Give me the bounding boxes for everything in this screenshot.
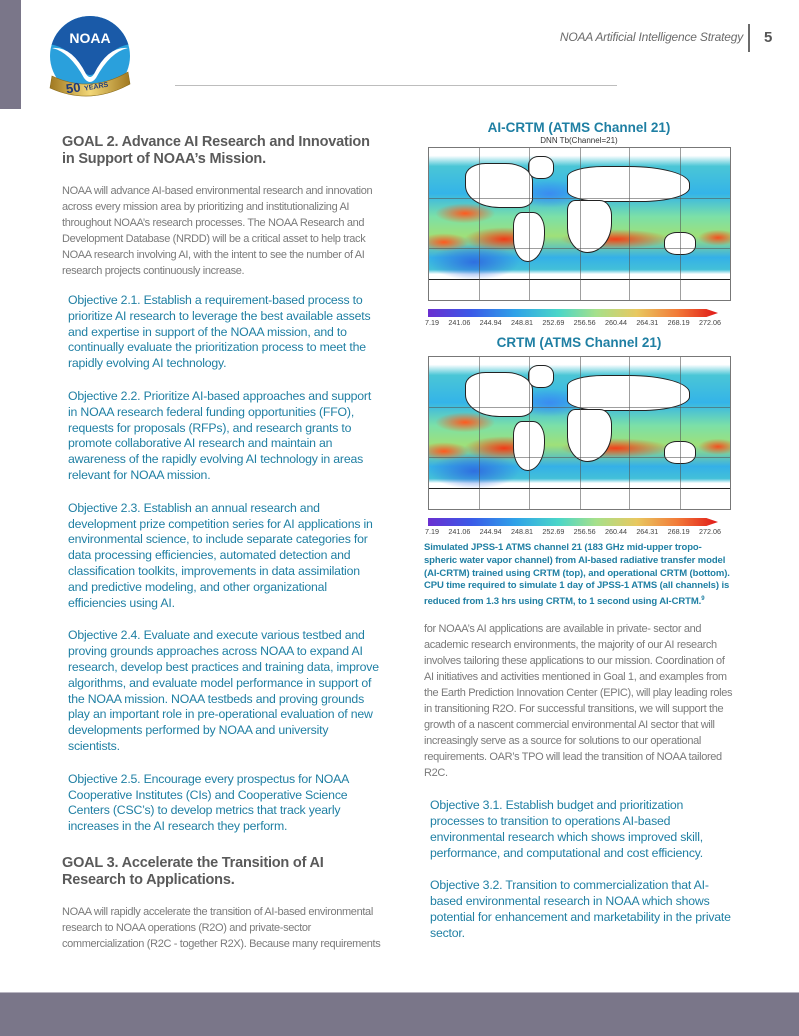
world-map-crtm — [428, 356, 731, 510]
footer-band — [0, 992, 799, 1036]
figure-top-subtitle: DNN Tb(Channel=21) — [540, 136, 618, 145]
side-accent-strip — [0, 0, 21, 109]
right-column — [424, 120, 734, 942]
running-title: NOAA Artificial Intelligence Strategy — [559, 30, 743, 44]
figure-caption: Simulated JPSS-1 ATMS channel 21 (183 GHz mid-upper tropo-spheric water vapor channel) from AI-based radiative transfer model (AI-CRTM) trained using CRTM (top), and operational CRTM (bottom). CPU time required to simulate 1 day of JPSS-1 ATMS (all channels) is reduced from 1.3 hrs using CRTM, to 1 second using AI-CRTM.$^9$ — [424, 542, 730, 608]
objective-2-4: Objective 2.4. Evaluate and execute various testbed and proving grounds approaches across NOAA to expand AI research, develop best practices and training data, improve algorithms, and evaluate model performance in support of the NOAA mission. NOAA testbeds and proving grounds play an important role in pre-operational evaluation of new developments performed by NOAA and university scientists. — [68, 628, 379, 753]
goal-3-body-continued: for NOAA’s AI applications are available in private- sector and academic research environments, the majority of our AI research involves tailoring these applications to our mission. Coordination of AI initiatives and activities mentioned in Goal 1, and examples from the Earth Prediction Innovation Center (EPIC), will play leading roles in transitioning R2O. For successful transitions, we will support the growth of a nascent commercial environmental AI sector that will increasingly serve as a source for solutions to our operational requirements. OAR’s TPO will lead the transition of NOAA tailored R2C. — [424, 623, 733, 780]
noaa-logo-icon — [46, 14, 134, 102]
header-divider — [175, 85, 617, 86]
colorbar-top-ticks: 7.19 241.06 244.94 248.81 252.69 256.56 260.44 264.31 268.19 272.06 — [425, 318, 721, 327]
figure-crtm — [424, 335, 734, 536]
objective-3-2: Objective 3.2. Transition to commercialization that AI-based environmental research in NOAA which shows potential for enhancement and marketability in the private sector. — [430, 878, 731, 940]
goal-3-body: NOAA will rapidly accelerate the transition of AI-based environmental research to NOAA operations (R2O) and private-sector commercialization (R2C - together R2X). Because many requirements — [62, 905, 381, 950]
figure-ai-crtm — [424, 120, 734, 327]
page-number: 5 — [764, 29, 773, 46]
colorbar-top — [428, 309, 718, 317]
objective-3-1: Objective 3.1. Establish budget and prioritization processes to transition to operations AI-based environmental research which shows improved skill, performance, and computational and cost efficiency. — [430, 798, 704, 860]
goal-2-heading: GOAL 2. Advance AI Research and Innovation in Support of NOAA’s Mission. — [62, 134, 370, 167]
figure-bottom-title: CRTM (ATMS Channel 21) — [496, 335, 662, 350]
svg-text:NOAA: NOAA — [69, 30, 111, 46]
objective-2-1: Objective 2.1. Establish a requirement-based process to prioritize AI research to leverage the best available assets and expertise in support of the NOAA mission, and to continually evaluate the prioritization process to meet the rapidly evolving AI technology. — [68, 293, 371, 371]
figure-top-title: AI-CRTM (ATMS Channel 21) — [487, 120, 671, 135]
world-map-ai-crtm — [428, 147, 731, 301]
goal-2-body: NOAA will advance AI-based environmental research and innovation across every mission area by prioritizing and institutionalizing AI throughout NOAA’s research processes. The NOAA Research and Development Database (NRDD) will be a critical asset to help track NOAA research involving AI, with the intent to see the number of AI research projects continuously increase. — [62, 185, 373, 277]
goal-3-heading: GOAL 3. Accelerate the Transition of AI Research to Applications. — [62, 854, 324, 888]
svg-text:YEARS: YEARS — [83, 81, 109, 93]
objective-2-5: Objective 2.5. Encourage every prospectus for NOAA Cooperative Institutes (CIs) and Cooperative Science Centers (CSC’s) to develop metrics that track yearly increases in the AI research they perform. — [68, 771, 349, 834]
footnote-marker: 9 — [701, 596, 705, 603]
objective-2-2: Objective 2.2. Prioritize AI-based approaches and support in NOAA research federal funding opportunities (FFO), requests for proposals (RFPs), and research grants to promote collaborative AI research and maintain an awareness of the rapidly evolving AI technology in areas relevant for NOAA mission. — [68, 388, 372, 482]
left-column — [62, 134, 382, 952]
svg-text:50: 50 — [64, 79, 82, 97]
title-separator — [748, 24, 750, 52]
objective-2-3: Objective 2.3. Establish an annual research and development prize competition series for AI applications in environmental science, to include separate categories for data processing efficiencies, automated detection and classification toolkits, improvements in data assimilation and predictive modeling, and other organizational efficiencies using AI. — [68, 500, 373, 610]
colorbar-bottom — [428, 518, 718, 526]
colorbar-bottom-ticks: 7.19 241.06 244.94 248.81 252.69 256.56 260.44 264.31 268.19 272.06 — [425, 527, 721, 536]
